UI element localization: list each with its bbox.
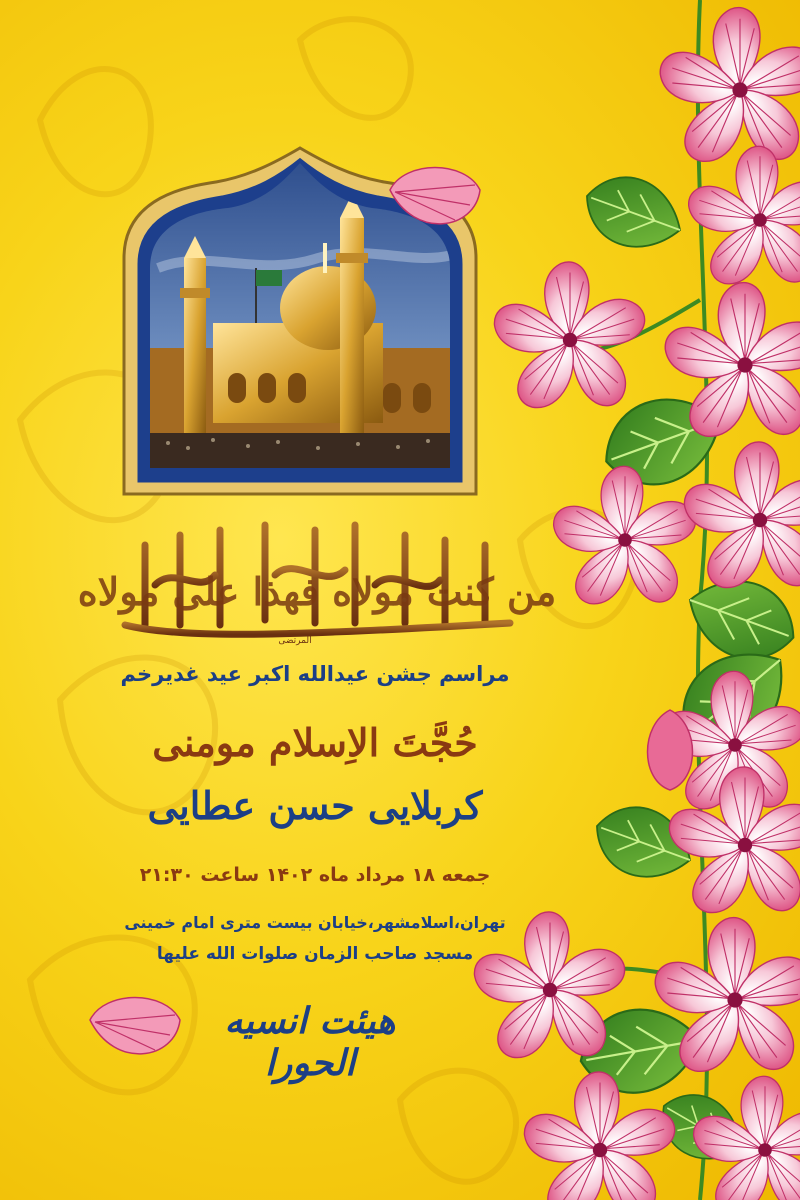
calligraphy-text: من کنت مولاه فهذا علی مولاه xyxy=(77,569,557,614)
address-line-2: مسجد صاحب الزمان صلوات الله علیها xyxy=(156,944,474,964)
speaker-2: کربلایی حسن عطایی xyxy=(147,783,483,828)
address-line-1: تهران،اسلامشهر،خیابان بیست متری امام خمینی xyxy=(124,913,506,932)
petal-decoration xyxy=(85,990,185,1070)
speaker-1: حُجَّتَ الاِسلام مومنی xyxy=(152,720,478,765)
petal-decoration xyxy=(385,160,485,240)
calligraphy-title xyxy=(77,505,557,655)
event-title: مراسم جشن عیدالله اکبر عید غدیرخم xyxy=(120,662,510,686)
event-date-time: جمعه ۱۸ مرداد ماه ۱۴۰۲ ساعت ۲۱:۳۰ xyxy=(139,864,491,886)
artist-signature: المرتضی xyxy=(278,636,312,646)
organizer-logo: هیئت انسیه الحورا xyxy=(224,1000,396,1084)
petal-decoration xyxy=(635,705,705,795)
